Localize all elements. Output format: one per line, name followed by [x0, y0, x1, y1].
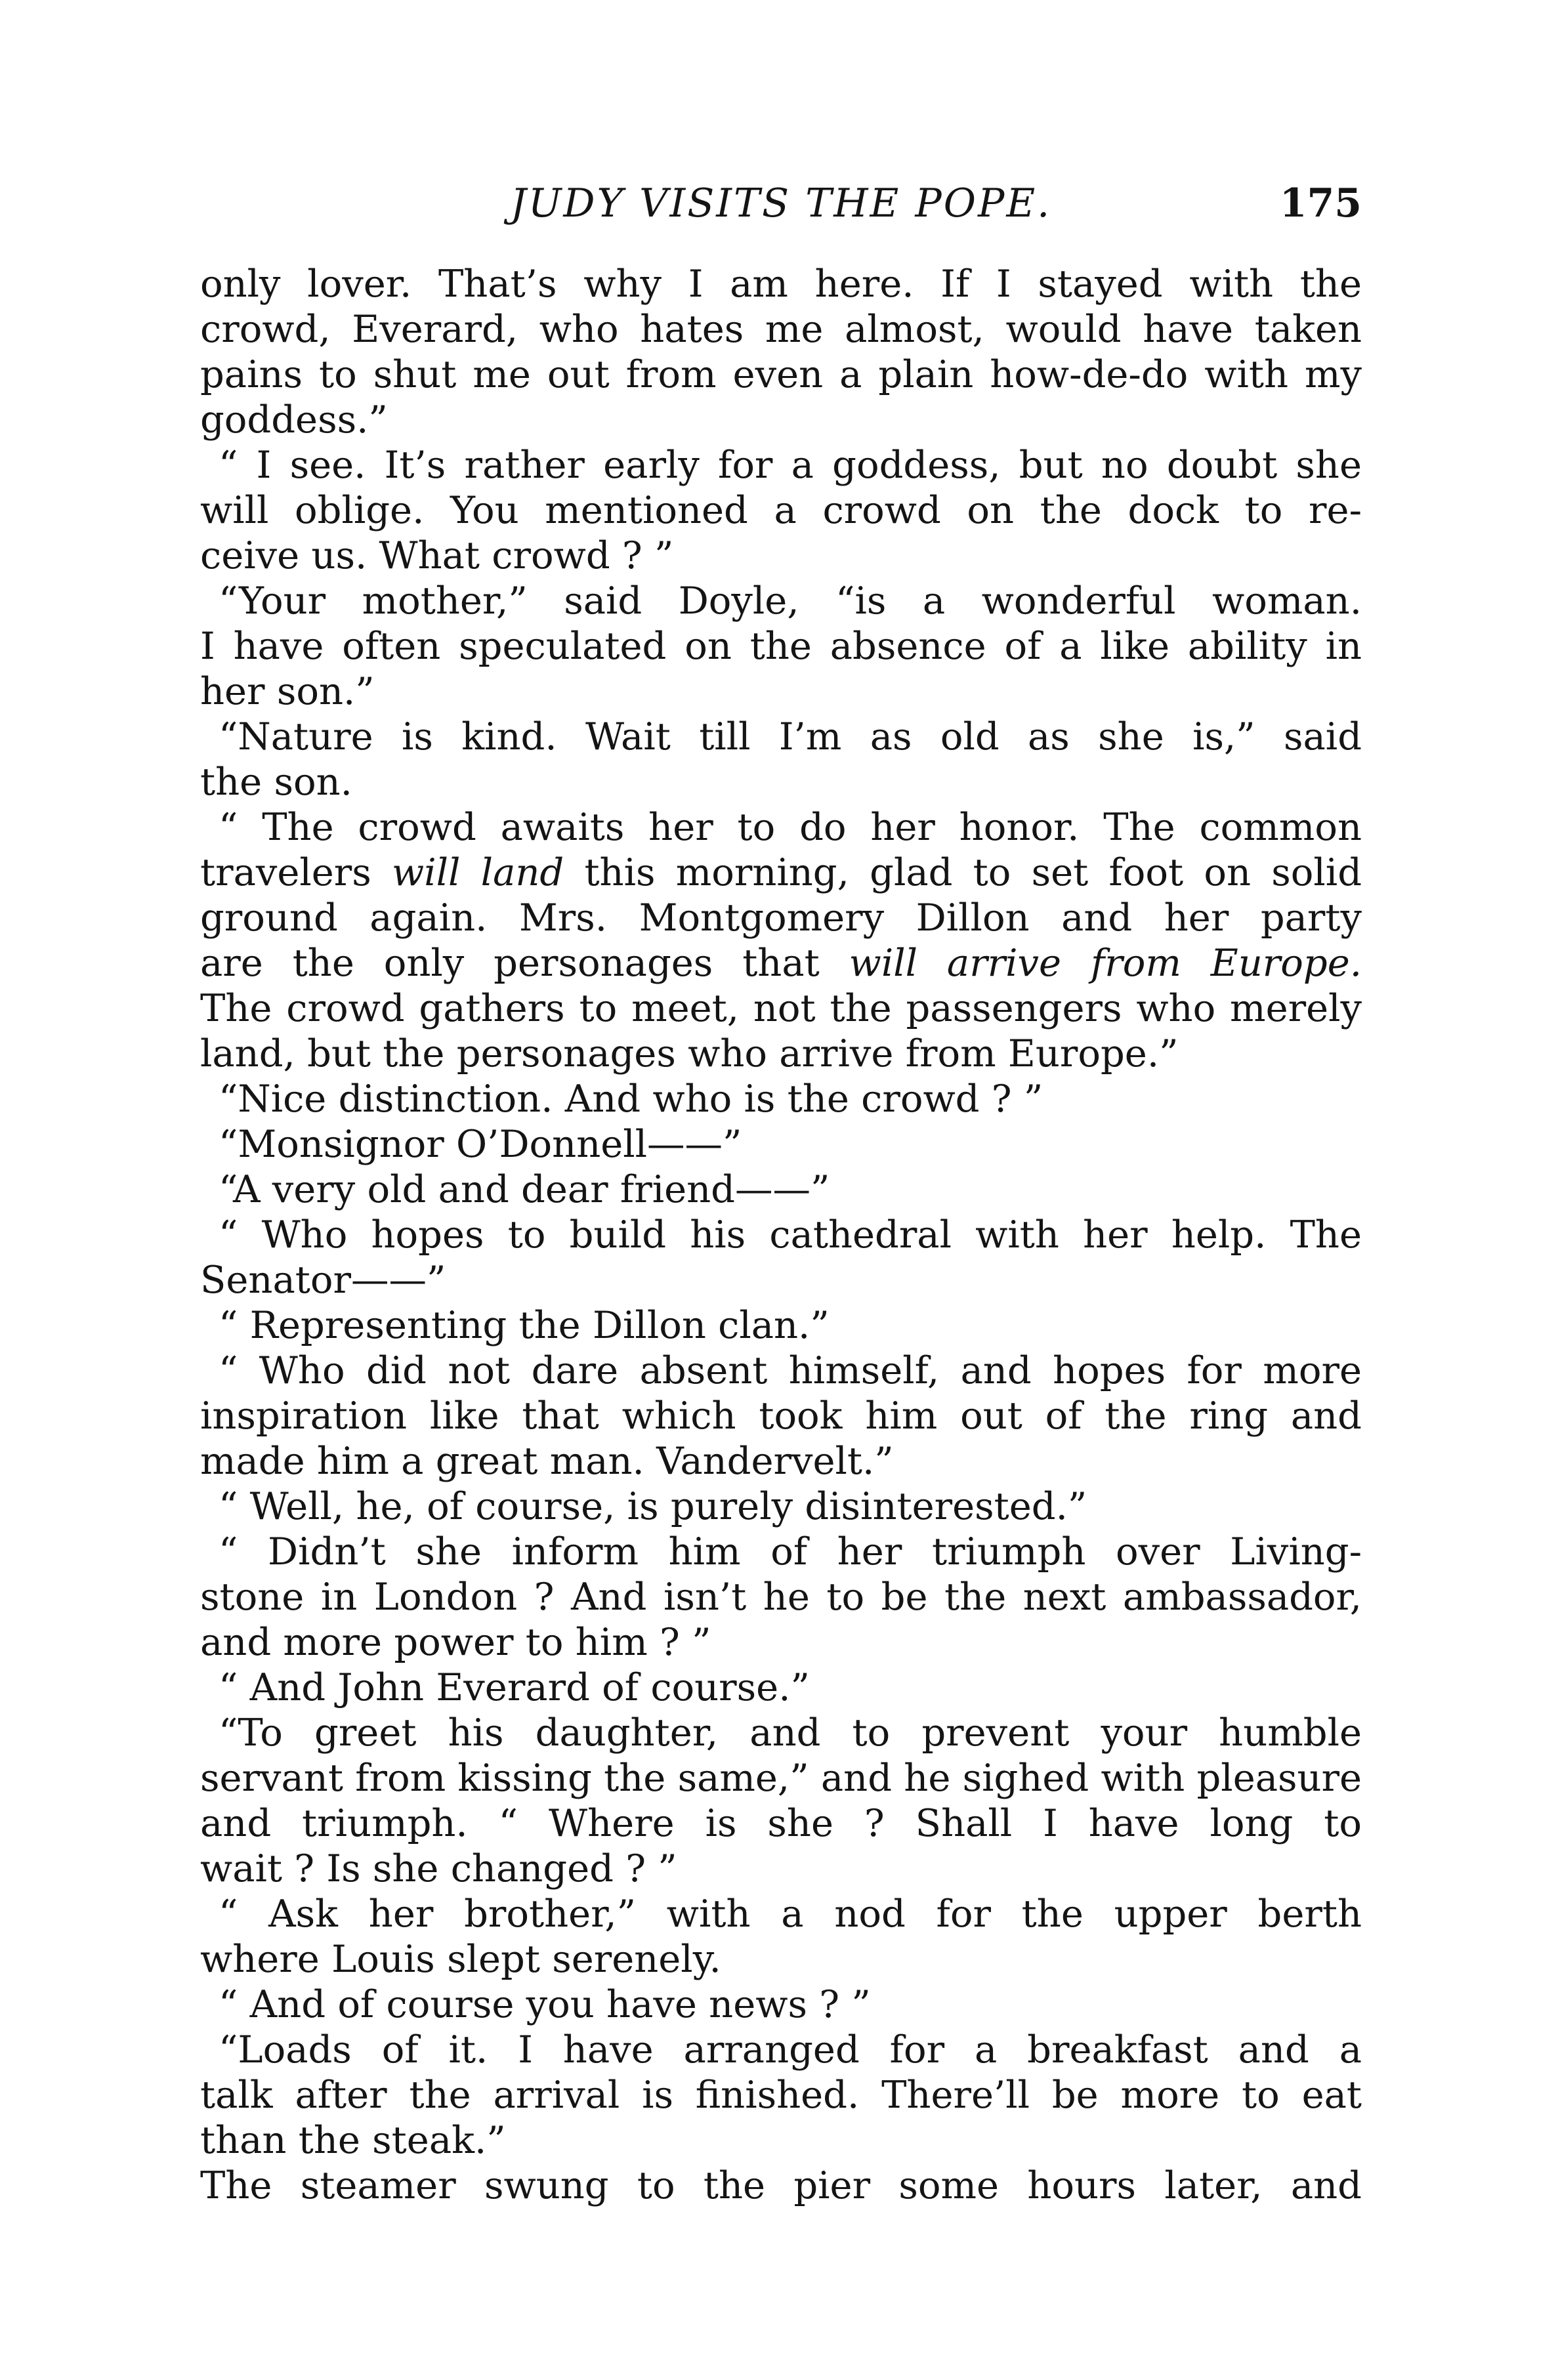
text-line: “Nature is kind. Wait till I’m as old as she is,” said	[219, 715, 1362, 759]
text-line: “Monsignor O’Donnell——”	[219, 1122, 742, 1166]
text-line: where Louis slept serenely.	[200, 1937, 721, 1981]
text-line: stone in London ? And isn’t he to be the next ambassador,	[200, 1575, 1362, 1619]
text-line: “ I see. It’s rather early for a goddess, but no doubt she	[219, 443, 1362, 487]
page-number: 175	[1279, 180, 1362, 226]
text-line: “ The crowd awaits her to do her honor. The common	[219, 805, 1362, 849]
text-line: talk after the arrival is finished. There’ll be more to eat	[200, 2073, 1362, 2117]
text-line: her son.”	[200, 669, 375, 713]
body-text	[200, 261, 1362, 2208]
text-line: “ And of course you have news ? ”	[219, 1982, 871, 2026]
running-head	[200, 177, 1362, 230]
text-line: are the only personages that will arrive from Europe.	[200, 941, 1362, 985]
text-line: ceive us. What crowd ? ”	[200, 533, 674, 577]
text-line: The crowd gathers to meet, not the passengers who merely	[200, 986, 1362, 1030]
text-line: The steamer swung to the pier some hours later, and	[200, 2163, 1362, 2207]
text-line: inspiration like that which took him out of the ring and	[200, 1394, 1362, 1438]
text-line: the son.	[200, 760, 352, 804]
text-line: than the steak.”	[200, 2118, 506, 2162]
running-title: JUDY VISITS THE POPE.	[510, 180, 1052, 226]
text-line: Senator——”	[200, 1258, 446, 1302]
text-line: I have often speculated on the absence of a like ability in	[200, 624, 1362, 668]
text-line: “To greet his daughter, and to prevent your humble	[219, 1711, 1362, 1755]
text-line: only lover. That’s why I am here. If I stayed with the	[200, 262, 1362, 306]
text-line: and more power to him ? ”	[200, 1620, 711, 1664]
text-line: ground again. Mrs. Montgomery Dillon and her party	[200, 896, 1362, 940]
text-line: “ Well, he, of course, is purely disinterested.”	[219, 1484, 1087, 1528]
text-line: land, but the personages who arrive from Europe.”	[200, 1032, 1179, 1075]
text-line: crowd, Everard, who hates me almost, would have taken	[200, 307, 1362, 351]
text-line: “Loads of it. I have arranged for a breakfast and a	[219, 2028, 1362, 2072]
text-line: and triumph. “ Where is she ? Shall I have long to	[200, 1801, 1362, 1845]
text-line: servant from kissing the same,” and he sighed with pleasure	[200, 1756, 1362, 1800]
text-line: “A very old and dear friend——”	[219, 1167, 830, 1211]
text-line: “ And John Everard of course.”	[219, 1665, 810, 1709]
text-line: will oblige. You mentioned a crowd on the dock to re-	[200, 488, 1362, 532]
text-line: “Your mother,” said Doyle, “is a wonderful woman.	[219, 579, 1362, 623]
text-line: “ Ask her brother,” with a nod for the upper berth	[219, 1892, 1362, 1936]
text-line: “ Who hopes to build his cathedral with her help. The	[219, 1213, 1362, 1257]
text-line: “ Didn’t she inform him of her triumph over Living-	[219, 1530, 1362, 1574]
text-line: goddess.”	[200, 398, 388, 442]
text-line: wait ? Is she changed ? ”	[200, 1847, 677, 1890]
text-line: “ Representing the Dillon clan.”	[219, 1303, 830, 1347]
text-line: “ Who did not dare absent himself, and hopes for more	[219, 1348, 1362, 1392]
text-line: pains to shut me out from even a plain how-de-do with my	[200, 352, 1362, 396]
text-line: “Nice distinction. And who is the crowd ? ”	[219, 1077, 1043, 1121]
text-line: travelers will land this morning, glad to set foot on solid	[200, 850, 1362, 894]
text-line: made him a great man. Vandervelt.”	[200, 1439, 894, 1483]
